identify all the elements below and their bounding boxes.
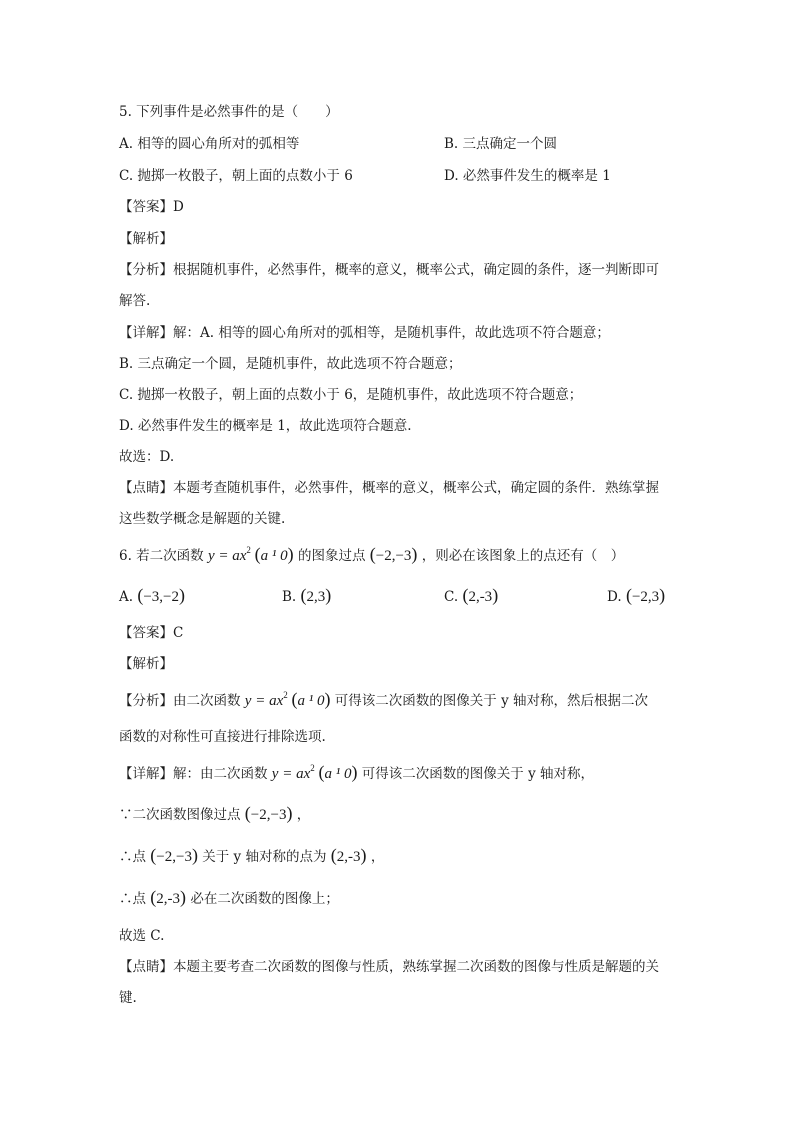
q5-xiangjie-line4: D. 必然事件发生的概率是 1，故此选项符合题意. [119,418,412,434]
q6-option-c: C. (2,-3) [444,585,499,605]
q6-step1: ∵二次函数图像过点 (−2,−3) ， [119,803,311,823]
q6-point: (−2,−3) [369,544,418,564]
q6-stem-mid: 的图象过点 [297,548,366,564]
q6-stem [119,544,624,564]
q6-jiexi: 【解析】 [119,656,173,672]
q5-fenxi-line2: 解答. [119,293,151,309]
q6-dianjing-line1: 【点睛】本题主要考查二次函数的图像与性质，熟练掌握二次函数的图像与性质是解题的关 [119,959,659,975]
q5-dianjing-line2: 这些数学概念是解题的关键. [119,511,286,527]
q5-option-d: D. 必然事件发生的概率是 1 [444,168,611,184]
q5-option-a: A. 相等的圆心角所对的弧相等 [119,136,300,152]
q6-guxuan: 故选 C. [119,928,165,944]
q6-condition: a ¹ 0 [260,548,288,564]
q5-stem: 5. 下列事件是必然事件的是（ ） [119,104,339,120]
q5-xiangjie-line2: B. 三点确定一个圆，是随机事件，故此选项不符合题意； [119,356,462,372]
q6-fenxi-line2: 函数的对称性可直接进行排除选项. [119,729,326,745]
q6-stem-post: ，则必在该图象上的点还有（ ） [421,548,625,564]
q6-option-d: D. (−2,3) [607,585,666,605]
q5-option-c: C. 抛掷一枚骰子，朝上面的点数小于 6 [119,168,353,184]
q6-stem-pre: 6. 若二次函数 [119,548,204,564]
q5-guxuan: 故选：D. [119,449,175,465]
q5-dianjing-line1: 【点睛】本题考查随机事件，必然事件，概率的意义，概率公式，确定圆的条件．熟练掌握 [119,480,659,496]
q6-fenxi-line1: 【分析】由二次函数 $y = ax^2$ (a ¹ 0) 可得该二次函数的图像关于 y 轴对称，然后根据二次 [119,689,648,709]
q5-jiexi: 【解析】 [119,231,173,247]
q5-xiangjie-line3: C. 抛掷一枚骰子，朝上面的点数小于 6，是随机事件，故此选项不符合题意； [119,387,583,403]
q6-xiangjie-line1: 【详解】解：由二次函数 $y = ax^2$ (a ¹ 0) 可得该二次函数的图像关于 y 轴对称， [119,762,594,782]
q6-step2: ∴点 (−2,−3) 关于 y 轴对称的点为 (2,-3) ， [119,845,385,865]
q5-answer: 【答案】D [119,199,184,215]
q6-option-b: B. (2,3) [282,585,332,605]
q6-option-a: A. (−3,−2) [119,585,186,605]
q6-dianjing-line2: 键. [119,990,137,1006]
q5-option-b: B. 三点确定一个圆 [444,136,558,152]
q6-step3: ∴点 (2,-3) 必在二次函数的图像上； [119,887,339,907]
q5-fenxi-line1: 【分析】根据随机事件，必然事件，概率的意义，概率公式，确定圆的条件，逐一判断即可 [119,262,659,278]
q5-xiangjie-line1: 【详解】解：A. 相等的圆心角所对的弧相等，是随机事件，故此选项不符合题意； [119,325,610,341]
q6-answer: 【答案】C [119,625,184,641]
q6-function: $y = ax^2$ (a ¹ 0) [207,544,294,564]
